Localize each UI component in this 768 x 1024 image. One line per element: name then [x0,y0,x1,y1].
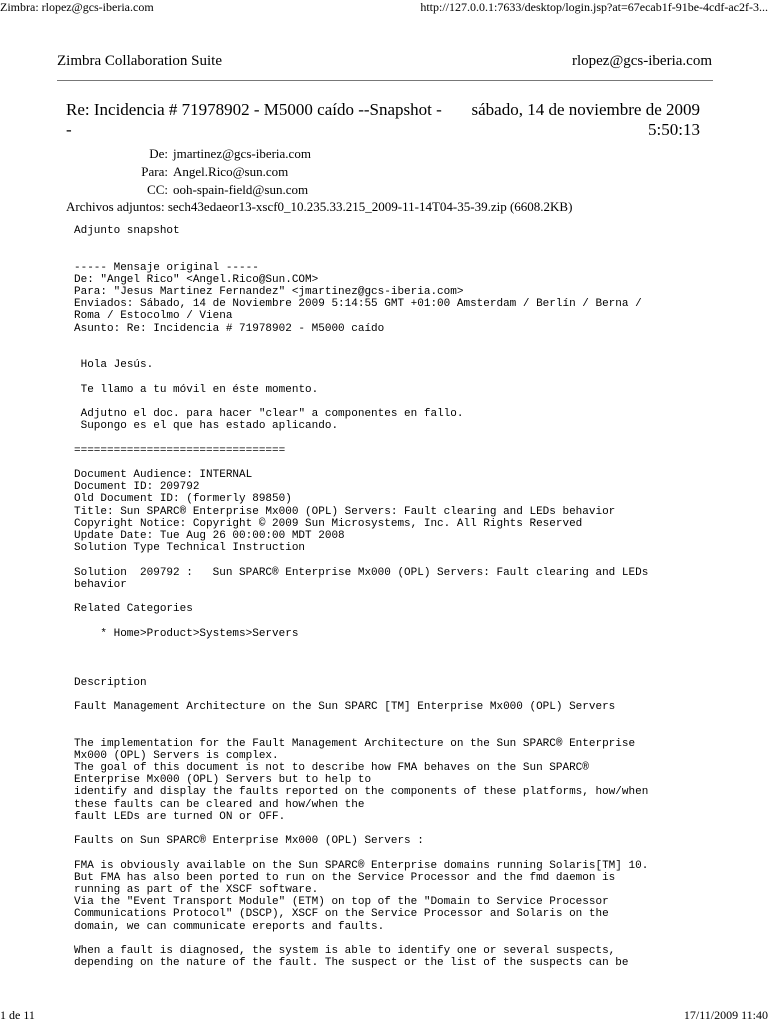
message-fields [66,145,311,199]
header-divider [57,80,713,81]
message-date: sábado, 14 de noviembre de 2009 [471,100,700,119]
message-body: Adjunto snapshot ----- Mensaje original ----- De: "Angel Rico" <Angel.Rico@Sun.COM> Para: "Jesus Martinez Fernandez" <jmartinez@gcs-iberia.com> Enviados: Sábado, 14 de Noviembre 2009 5:14:55 GMT +01:00 Amsterdam / Berlín / Berna / Roma / Estocolmo / Viena Asunto: Re: Incidencia # 71978902 - M5000 caído Hola Jesús. Te llamo a tu móvil en éste momento. Adjutno el doc. para hacer "clear" a componentes en fallo. Supongo es el que has estado aplicando. ================================ Document Audience: INTERNAL Document ID: 209792 Old Document ID: (formerly 89850) Title: Sun SPARC® Enterprise Mx000 (OPL) Servers: Fault clearing and LEDs behavior Copyright Notice: Copyright © 2009 Sun Microsystems, Inc. All Rights Reserved Update Date: Tue Aug 26 00:00:00 MDT 2008 Solution Type Technical Instruction Solution 209792 : Sun SPARC® Enterprise Mx000 (OPL) Servers: Fault clearing and LEDs behavior Related Categories * Home>Product>Systems>Servers Description Fault Management Architecture on the Sun SPARC [TM] Enterprise Mx000 (OPL) Servers The implementation for the Fault Management Architecture on the Sun SPARC® Enterprise Mx000 (OPL) Servers is complex. The goal of this document is not to describe how FMA behaves on the Sun SPARC® Enterprise Mx000 (OPL) Servers but to help to identify and display the faults reported on the components of these platforms, how/when these faults can be cleared and how/when the fault LEDs are turned ON or OFF. Faults on Sun SPARC® Enterprise Mx000 (OPL) Servers : FMA is obviously available on the Sun SPARC® Enterprise domains running Solaris[TM] 10. But FMA has also been ported to run on the Service Processor and the fmd daemon is running as part of the XSCF software. Via the "Event Transport Module" (ETM) on top of the "Domain to Service Processor Communications Protocol" (DSCP), XSCF on the Service Processor and Solaris on the domain, we can communicate ereports and faults. When a fault is diagnosed, the system is able to identify one or several suspects, depending on the nature of the fault. The suspect or the list of the suspects can be [74,225,649,970]
message-time: 5:50:13 [648,120,700,139]
cc-value[interactable]: ooh-spain-field@sun.com [173,182,309,197]
from-label: De: [149,146,168,161]
from-row [66,145,311,163]
message-subject: Re: Incidencia # 71978902 - M5000 caído --Snapshot -- [66,100,442,139]
cc-label: CC: [147,182,168,197]
attachment-link[interactable]: sech43edaeor13-xscf0_10.235.33.215_2009-11-14T04-35-39.zip (6608.2KB) [167,199,573,214]
cc-row [66,181,311,199]
print-date: 17/11/2009 11:40 [683,1008,768,1022]
page-number: 1 de 11 [0,1008,35,1022]
to-value[interactable]: Angel.Rico@sun.com [173,164,289,179]
from-value[interactable]: jmartinez@gcs-iberia.com [173,146,311,161]
account-email: rlopez@gcs-iberia.com [571,53,712,69]
attachments-label: Archivos adjuntos: [66,199,165,214]
app-name: Zimbra Collaboration Suite [57,53,222,69]
browser-title: Zimbra: rlopez@gcs-iberia.com [0,0,154,14]
browser-url[interactable]: http://127.0.0.1:7633/desktop/login.jsp?at=67ecab1f-91be-4cdf-ac2f-3... [420,0,768,14]
to-label: Para: [141,164,168,179]
attachments-row [66,199,572,215]
to-row [66,163,311,181]
message-datetime [472,100,701,140]
